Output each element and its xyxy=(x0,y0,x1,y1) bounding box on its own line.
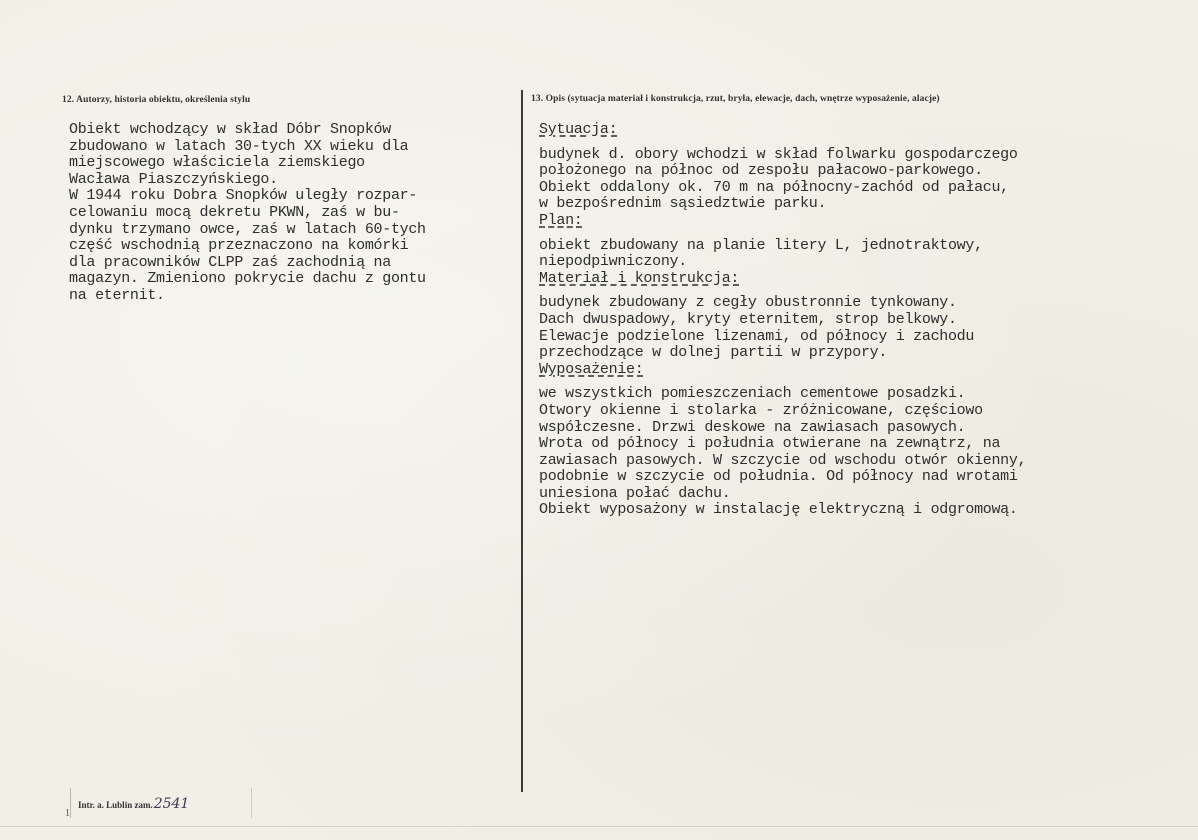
history-line: część wschodnią przeznaczono na komórki xyxy=(69,237,409,255)
history-line: dynku trzymano owce, zaś w latach 60-tych xyxy=(69,220,426,238)
page-bottom-edge xyxy=(0,826,1198,827)
inventory-stamp xyxy=(78,796,189,812)
description-text-block xyxy=(539,122,1189,519)
inventory-stamp-label: Intr. a. Lublin zam. xyxy=(78,800,153,810)
equipment-line: współczesne. Drzwi deskowe na zawiasach pasowych. xyxy=(539,418,966,436)
equipment-line: uniesiona połać dachu. xyxy=(539,484,731,502)
history-line: Obiekt wchodzący w skład Dóbr Snopków xyxy=(69,121,391,138)
situation-line: położonego na północ od zespołu pałacowo-parkowego. xyxy=(539,162,983,180)
material-line: Dach dwuspadowy, kryty eternitem, strop belkowy. xyxy=(539,310,957,328)
equipment-line: podobnie w szczycie od południa. Od północy nad wrotami xyxy=(539,468,1018,486)
equipment-line: Obiekt wyposażony w instalację elektryczną i odgromową. xyxy=(539,501,1018,519)
section-13-heading: 13. Opis (sytuacja materiał i konstrukcja, rzut, bryła, elewacje, dach, wnętrze wyposażenie, alacje) xyxy=(531,94,940,104)
history-line: zbudowano w latach 30-tych XX wieku dla xyxy=(69,137,409,155)
material-line: przechodzące w dolnej partii w przypory. xyxy=(539,344,888,362)
inventory-number: 2541 xyxy=(153,796,190,812)
equipment-line: Otwory okienne i stolarka - zróżnicowane, częściowo xyxy=(539,401,983,419)
history-line: magazyn. Zmieniono pokrycie dachu z gontu xyxy=(69,270,426,288)
history-text-block xyxy=(69,122,509,305)
material-line: Elewacje podzielone lizenami, od północy i zachodu xyxy=(539,327,975,345)
equipment-heading: Wyposażenie: xyxy=(539,360,644,378)
plan-line: niepodpiwniczony. xyxy=(539,253,687,271)
plan-heading: Plan: xyxy=(539,211,583,229)
situation-line: budynek d. obory wchodzi w skład folwarku gospodarczego xyxy=(539,145,1018,163)
plan-line: obiekt zbudowany na planie litery L, jednotraktowy, xyxy=(539,236,983,254)
equipment-line: zawiasach pasowych. W szczycie od wschodu otwór okienny, xyxy=(539,451,1027,469)
equipment-line: we wszystkich pomieszczeniach cementowe posadzki. xyxy=(539,385,966,403)
history-line: W 1944 roku Dobra Snopków uległy rozpar- xyxy=(69,187,418,205)
equipment-line: Wrota od północy i południa otwierane na zewnątrz, na xyxy=(539,435,1001,453)
history-line: miejscowego właściciela ziemskiego xyxy=(69,154,365,172)
situation-heading: Sytuacja: xyxy=(539,121,618,138)
section-12-heading: 12. Autorzy, historia obiektu, określenia stylu xyxy=(62,95,251,105)
corner-mark: 1 xyxy=(65,808,70,819)
situation-line: Obiekt oddalony ok. 70 m na północny-zachód od pałacu, xyxy=(539,178,1009,196)
history-line: na eternit. xyxy=(69,286,165,304)
history-line: celowaniu mocą dekretu PKWN, zaś w bu- xyxy=(69,203,400,221)
column-divider xyxy=(521,90,523,792)
situation-line: w bezpośrednim sąsiedztwie parku. xyxy=(539,195,827,213)
material-heading: Materiał i konstrukcja: xyxy=(539,269,740,287)
history-line: dla pracowników CLPP zaś zachodnią na xyxy=(69,253,391,271)
history-line: Wacława Piaszczyńskiego. xyxy=(69,170,278,188)
material-line: budynek zbudowany z cegły obustronnie tynkowany. xyxy=(539,294,957,312)
